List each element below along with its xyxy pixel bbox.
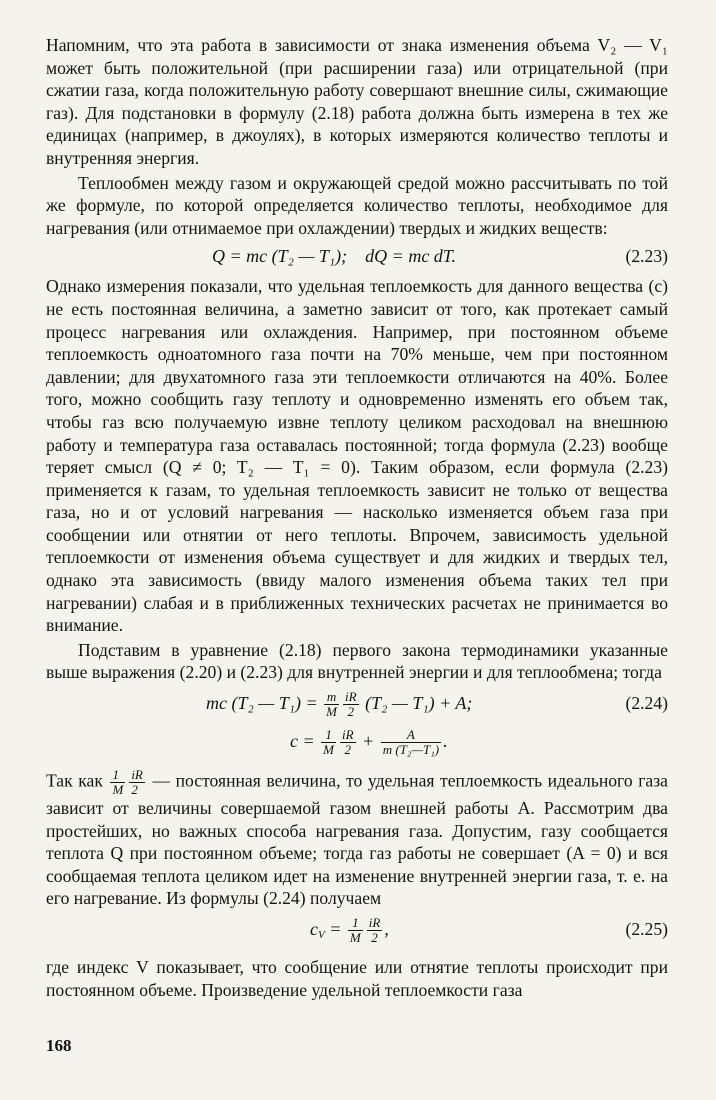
fraction-inline-iR-over-2: $\frac{iR}{2}$ (131, 767, 143, 798)
fraction-1-over-M: $\frac{1}{M}$ (323, 727, 334, 758)
eq223-right: dQ = mc dT. (365, 246, 456, 267)
eq225-number: (2.25) (625, 919, 668, 939)
fraction-iR-over-2-b: $\frac{iR}{2}$ (341, 727, 354, 758)
fraction-cv-1-over-M: $\frac{1}{M}$ (349, 915, 361, 946)
equation-c: c = $\frac{1}{M}$ $\frac{iR}{2}$ + $\frac{A}{\text{m (T₂—T₁)}}$ . (290, 727, 448, 758)
paragraph-heat-capacity: Однако измерения показали, что удельная теплоемкость для данного вещества (c) не есть постоянная величина, а заметно зависит от того, как протекает самый процесс нагревания или охлаждения. Например, при постоянном объеме теплоемкость одноатомного газа почти на 70% меньше, чем при постоянном давлении; для двухатомного газа эти теплоемкости отличаются на 40%. Более того, можно сообщить газу теплоту и одновременно изменять его объем так, чтобы газ всю получаемую извне теплоту целиком расходовал на внешнюю работу и температура газа оставалась постоянной; тогда формула (2.23) вообще теряет смысл (Q ≠ 0; T₂ — T₁ = 0). Таким образом, если формула (2.23) применяется к газам, то удельная теплоемкость зависит не только от вещества газа, но и от условий нагревания — насколько изменяется объем газа при сообщении или отнятии от него теплоты. Впрочем, зависимость удельной теплоемкости от изменения объема существует и для жидких и твердых тел, однако эта зависимость (ввиду малого изменения объема таких тел при нагревании) слабая и в приближенных технических расчетах не принимается во внимание. (46, 276, 668, 636)
fraction-A-over-mdT: $\frac{A}{\text{m (T₂—T₁)}}$ (382, 727, 440, 758)
paragraph-index-v: где индекс V показывает, что сообщение или отнятие теплоты происходит при постоянном объеме. Произведение удельной теплоемкости газа (46, 957, 668, 1000)
page-number: 168 (46, 1036, 72, 1055)
text-ideal-gas-body: — постоянная величина, то удельная теплоемкость идеального газа зависит от величины совершаемой газом внешней работы A. Рассмотрим два простейших, но важных способа нагревания газа. Допустим, газу сообщается теплота Q при постоянном объеме; тогда газ работы не совершает (A = 0) и вся сообщаемая теплота целиком идет на изменение внутренней энергии газа, т. е. на его нагревание. Из формулы (2.24) получаем (46, 770, 668, 909)
paragraph-heat-exchange: Теплообмен между газом и окружающей средой можно рассчитывать по той же формуле, по которой определяется количество теплоты, необходимое для нагревания (или отнимаемое при охлаждении) твердых и жидких веществ: (46, 172, 668, 238)
fraction-cv-iR-over-2: $\frac{iR}{2}$ (368, 915, 381, 946)
eq224-right: (T₂ — T₁) + A; (365, 693, 473, 714)
equation-2-24 (46, 684, 668, 724)
fraction-inline-1-over-M: $\frac{1}{M}$ (112, 767, 124, 798)
eq223-number: (2.23) (625, 246, 668, 267)
equation-2-25: $c_V$ = $\frac{1}{M}$ $\frac{iR}{2}$ , (2.25) (310, 915, 668, 946)
equation-2-23 (46, 239, 668, 273)
eq225-sub: V (318, 929, 325, 941)
eq224-number: (2.24) (625, 693, 668, 714)
eq223-left: Q = mc (T₂ — T₁); (212, 246, 348, 267)
eq224-left: mc (T₂ — T₁) = (206, 693, 318, 714)
eq225-left: c (310, 919, 318, 939)
paragraph-ideal-gas (46, 768, 668, 910)
text-tak-kak: Так как (46, 770, 103, 791)
fraction-iR-over-2: $\frac{iR}{2}$ (345, 689, 357, 720)
fraction-m-over-M: $\frac{m}{M}$ (326, 689, 338, 720)
paragraph-work-sign: Напомним, что эта работа в зависимости от знака изменения объема V₂ — V₁ может быть положительной (при расширении газа) или отрицательной (при сжатии газа, когда положительную работу совершают внешние силы, сжимающие газ). Для подстановки в формулу (2.18) работа должна быть измерена в тех же единицах (например, в джоулях), в которых измеряются количество теплоты и внутренняя энергия. (46, 35, 668, 168)
eq224b-left: c = (290, 731, 315, 752)
paragraph-substitution: Подставим в уравнение (2.18) первого закона термодинамики указанные выше выражения (2.20) и (2.23) для внутренней энергии и для теплообмена; тогда (46, 639, 668, 683)
